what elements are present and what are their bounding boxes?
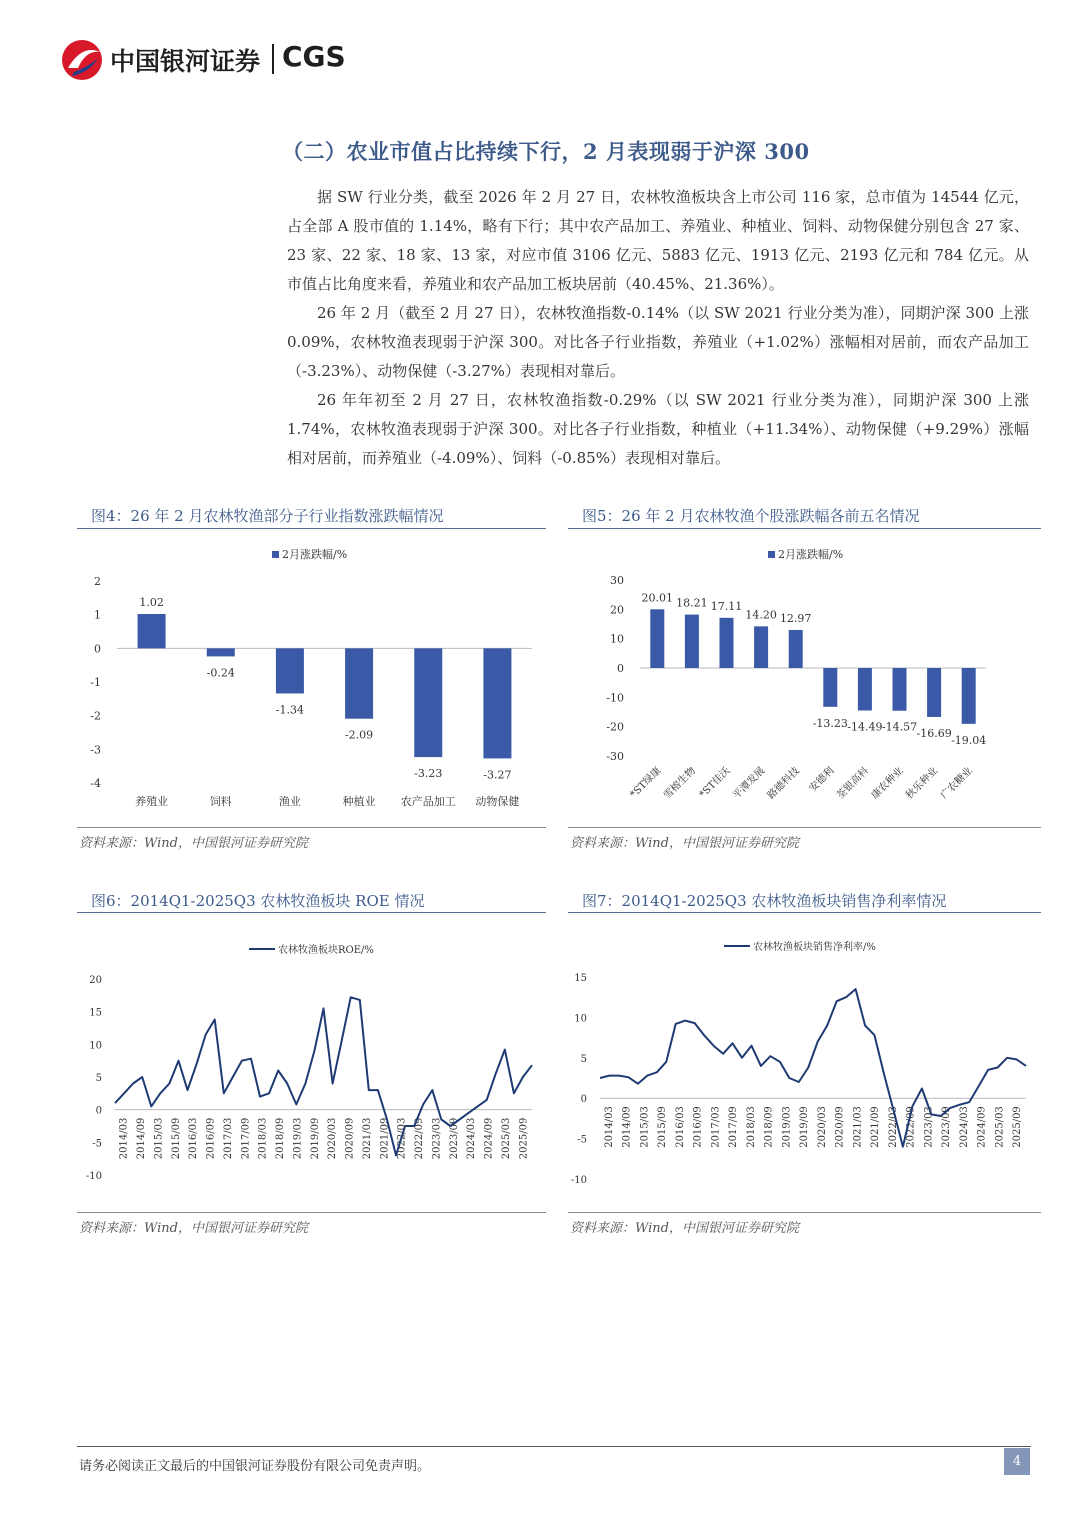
x-tick-label: 2023/03 xyxy=(431,1117,443,1160)
x-tick-label: 2024/09 xyxy=(976,1106,988,1148)
x-tick-label: 2018/03 xyxy=(257,1117,269,1160)
x-tick-label: 2015/03 xyxy=(639,1106,651,1148)
figure-6-source: 资料来源：Wind，中国银河证券研究院 xyxy=(79,1221,308,1236)
category-label: 养殖业 xyxy=(135,795,169,808)
y-tick-label: 20 xyxy=(610,603,624,617)
bar xyxy=(789,630,803,668)
data-label: -14.57 xyxy=(881,720,918,734)
x-tick-label: 2024/03 xyxy=(466,1117,478,1160)
data-label: -14.49 xyxy=(847,720,883,734)
category-label: 荃银高科 xyxy=(834,765,872,802)
x-tick-label: 2019/03 xyxy=(781,1106,793,1148)
x-tick-label: 2023/09 xyxy=(941,1106,953,1148)
legend-label: 农林牧渔板块ROE/% xyxy=(278,945,374,956)
section-heading: （二）农业市值占比持续下行，2 月表现弱于沪深 300 xyxy=(282,139,810,164)
y-tick-label: 5 xyxy=(95,1073,102,1084)
x-tick-label: 2021/09 xyxy=(870,1106,882,1148)
x-tick-label: 2018/09 xyxy=(275,1117,287,1160)
x-tick-label: 2017/09 xyxy=(240,1117,252,1160)
data-label: -0.24 xyxy=(206,666,235,680)
y-tick-label: -10 xyxy=(570,1175,587,1186)
category-label: 平潭发展 xyxy=(731,765,768,802)
x-tick-label: 2019/09 xyxy=(799,1106,811,1148)
y-tick-label: 30 xyxy=(610,574,624,587)
figure-4-title: 图4：26 年 2 月农林牧渔部分子行业指数涨跌幅情况 xyxy=(91,507,444,525)
y-tick-label: -5 xyxy=(92,1138,102,1150)
y-tick-label: 0 xyxy=(580,1094,587,1106)
bar xyxy=(893,668,907,711)
category-label: 路德科技 xyxy=(765,765,802,802)
x-tick-label: 2023/03 xyxy=(923,1106,935,1148)
x-tick-label: 2022/03 xyxy=(887,1106,899,1148)
figure-7-source: 资料来源：Wind，中国银河证券研究院 xyxy=(570,1221,799,1236)
bar xyxy=(754,626,768,668)
cgs-logo-icon xyxy=(60,38,104,82)
data-label: -19.04 xyxy=(951,733,987,747)
figure-4-source: 资料来源：Wind，中国银河证券研究院 xyxy=(79,836,308,851)
y-tick-label: -10 xyxy=(606,691,624,705)
x-tick-label: 2019/03 xyxy=(292,1117,304,1160)
x-tick-label: 2015/09 xyxy=(657,1106,669,1148)
bar xyxy=(138,614,166,648)
x-tick-label: 2014/03 xyxy=(118,1117,130,1160)
category-label: 渔业 xyxy=(278,795,301,808)
x-tick-label: 2017/09 xyxy=(728,1106,740,1148)
data-label: 1.02 xyxy=(139,595,164,609)
paragraph: 26 年 2 月（截至 2 月 27 日），农林牧渔指数-0.14%（以 SW 2021 行业分类为准），同期沪深 300 上涨 0.09%，农林牧渔表现弱于沪深 300。对比各子行业指数，养殖业（+1.02%）涨幅相对居前，而农产品加工（-3.23%）、动物保健（-3.27%）表现相对靠后。 xyxy=(287,304,1029,380)
bar xyxy=(720,618,734,668)
x-tick-label: 2020/09 xyxy=(344,1117,356,1160)
figure-6-bottom-rule xyxy=(77,1212,546,1213)
y-tick-label: 15 xyxy=(89,1007,102,1019)
bar xyxy=(483,648,511,758)
bar xyxy=(927,668,941,717)
figure-4-chart xyxy=(77,535,546,825)
x-tick-label: 2025/03 xyxy=(994,1106,1006,1148)
category-label: 广农糖业 xyxy=(938,765,975,802)
header-logo xyxy=(60,38,360,82)
figure-7-chart xyxy=(568,920,1041,1210)
bar xyxy=(685,615,699,668)
y-tick-label: 0 xyxy=(617,662,624,675)
x-tick-label: 2025/09 xyxy=(1012,1106,1024,1148)
y-tick-label: 10 xyxy=(89,1040,102,1052)
x-tick-label: 2017/03 xyxy=(222,1117,234,1160)
bar xyxy=(207,648,235,656)
x-tick-label: 2018/09 xyxy=(763,1106,775,1148)
figure-6-chart xyxy=(77,920,546,1210)
y-tick-label: 20 xyxy=(89,975,102,986)
x-tick-label: 2021/03 xyxy=(852,1106,864,1148)
data-label: -13.23 xyxy=(812,716,848,730)
data-label: 20.01 xyxy=(641,591,674,605)
data-label: -3.27 xyxy=(483,768,512,782)
page-number: 4 xyxy=(1004,1448,1030,1475)
x-tick-label: 2022/09 xyxy=(905,1106,917,1148)
figure-5-title: 图5：26 年 2 月农林牧渔个股涨跌幅各前五名情况 xyxy=(582,507,920,525)
y-tick-label: -1 xyxy=(90,676,101,689)
paragraph: 26 年年初至 2 月 27 日，农林牧渔指数-0.29%（以 SW 2021 行业分类为准），同期沪深 300 上涨 1.74%，农林牧渔表现弱于沪深 300。对比各子行业指数，种植业（+11.34%）、动物保健（+9.29%）涨幅相对居前，而养殖业（-4.09%）、饲料（-0.85%）表现相对靠后。 xyxy=(287,391,1029,467)
bar xyxy=(414,648,442,757)
footer-disclaimer: 请务必阅读正文最后的中国银河证券股份有限公司免责声明。 xyxy=(79,1459,431,1474)
x-tick-label: 2022/03 xyxy=(396,1117,408,1160)
data-label: -1.34 xyxy=(275,703,305,717)
x-tick-label: 2023/09 xyxy=(448,1117,460,1160)
figure-6-title: 图6：2014Q1-2025Q3 农林牧渔板块 ROE 情况 xyxy=(91,892,425,910)
data-label: 17.11 xyxy=(710,599,743,613)
x-tick-label: 2021/03 xyxy=(361,1117,373,1160)
figure-7-title: 图7：2014Q1-2025Q3 农林牧渔板块销售净利率情况 xyxy=(582,892,947,910)
data-label: 14.20 xyxy=(745,608,777,622)
y-tick-label: 10 xyxy=(610,632,624,646)
figure-5-bottom-rule xyxy=(568,827,1041,828)
bar xyxy=(345,648,373,718)
bar xyxy=(823,668,837,707)
paragraph: 据 SW 行业分类，截至 2026 年 2 月 27 日，农林牧渔板块含上市公司 116 家，总市值为 14544 亿元，占全部 A 股市值的 1.14%，略有下行；其中农产品加工、养殖业、种植业、饲料、动物保健分别包含 27 家、23 家、22 家、18 家、13 家，对应市值 3106 亿元、5883 亿元、1913 亿元、2193 亿元和 784 亿元。从市值占比角度来看，养殖业和农产品加工板块居前（40.45%、21.36%）。 xyxy=(287,188,1029,293)
x-tick-label: 2016/03 xyxy=(674,1106,686,1148)
category-label: 动物保健 xyxy=(475,795,520,808)
x-tick-label: 2020/03 xyxy=(327,1117,339,1160)
y-tick-label: 0 xyxy=(94,642,101,656)
x-tick-label: 2025/03 xyxy=(500,1117,512,1160)
legend-label: 2月涨跌幅/% xyxy=(282,548,348,561)
category-label: 农产品加工 xyxy=(400,795,456,808)
x-tick-label: 2025/09 xyxy=(518,1117,530,1160)
figure-7-top-rule xyxy=(568,912,1041,913)
bar xyxy=(858,668,872,711)
category-label: *ST绿康 xyxy=(628,765,664,801)
y-tick-label: -10 xyxy=(85,1171,102,1182)
y-tick-label: 2 xyxy=(94,575,101,588)
y-tick-label: 0 xyxy=(95,1105,102,1117)
x-tick-label: 2024/09 xyxy=(483,1117,495,1160)
category-label: 饲料 xyxy=(209,795,232,808)
data-label: 12.97 xyxy=(779,611,812,625)
figure-7-bottom-rule xyxy=(568,1212,1041,1213)
x-tick-label: 2014/09 xyxy=(136,1117,148,1160)
category-label: 安德利 xyxy=(807,765,837,795)
category-label: *ST佳沃 xyxy=(697,765,733,801)
x-tick-label: 2019/09 xyxy=(309,1117,321,1160)
x-tick-label: 2016/09 xyxy=(205,1117,217,1160)
x-tick-label: 2022/09 xyxy=(414,1117,426,1160)
figure-4-bottom-rule xyxy=(77,827,546,828)
category-label: 秋乐种业 xyxy=(904,765,941,802)
figure-6-top-rule xyxy=(77,912,546,913)
footer-rule xyxy=(77,1446,1031,1447)
x-tick-label: 2015/09 xyxy=(170,1117,182,1160)
x-tick-label: 2016/03 xyxy=(188,1117,200,1160)
x-tick-label: 2016/09 xyxy=(692,1106,704,1148)
data-label: -2.09 xyxy=(344,728,374,742)
data-label: -3.23 xyxy=(414,767,443,781)
body-text xyxy=(287,183,1029,473)
y-tick-label: -20 xyxy=(606,720,624,734)
y-tick-label: 5 xyxy=(580,1053,587,1065)
x-tick-label: 2020/09 xyxy=(834,1106,846,1148)
x-tick-label: 2014/03 xyxy=(603,1106,615,1148)
data-label: 18.21 xyxy=(676,596,708,610)
y-tick-label: -30 xyxy=(606,750,624,763)
logo-english-text: CGS xyxy=(282,40,346,73)
y-tick-label: 15 xyxy=(574,973,587,984)
logo-chinese-text: 中国银河证券 xyxy=(110,47,261,76)
legend-swatch xyxy=(272,551,279,558)
x-tick-label: 2024/03 xyxy=(958,1106,970,1148)
y-tick-label: 1 xyxy=(94,608,101,622)
legend-label: 农林牧渔板块销售净利率/% xyxy=(753,942,876,953)
category-label: 雪榕生物 xyxy=(661,765,699,802)
figure-4-top-rule xyxy=(77,528,546,529)
bar xyxy=(276,648,304,693)
y-tick-label: 10 xyxy=(574,1013,587,1025)
figure-5-top-rule xyxy=(568,528,1041,529)
legend-label: 2月涨跌幅/% xyxy=(778,548,844,561)
y-tick-label: -5 xyxy=(577,1134,587,1146)
figure-5-source: 资料来源：Wind，中国银河证券研究院 xyxy=(570,836,799,851)
legend-swatch xyxy=(768,551,775,558)
figure-5-chart xyxy=(568,535,1041,825)
bar xyxy=(962,668,976,724)
x-tick-label: 2021/09 xyxy=(379,1117,391,1160)
y-tick-label: -4 xyxy=(90,777,101,790)
x-tick-label: 2018/03 xyxy=(745,1106,757,1148)
x-tick-label: 2015/03 xyxy=(153,1117,165,1160)
x-tick-label: 2014/09 xyxy=(621,1106,633,1148)
x-tick-label: 2020/03 xyxy=(816,1106,828,1148)
bar xyxy=(650,609,664,668)
category-label: 种植业 xyxy=(342,795,376,808)
data-label: -16.69 xyxy=(916,726,952,740)
category-label: 康农种业 xyxy=(869,765,906,802)
y-tick-label: -3 xyxy=(90,743,101,757)
y-tick-label: -2 xyxy=(90,709,101,723)
logo-divider xyxy=(272,44,274,74)
x-tick-label: 2017/03 xyxy=(710,1106,722,1148)
